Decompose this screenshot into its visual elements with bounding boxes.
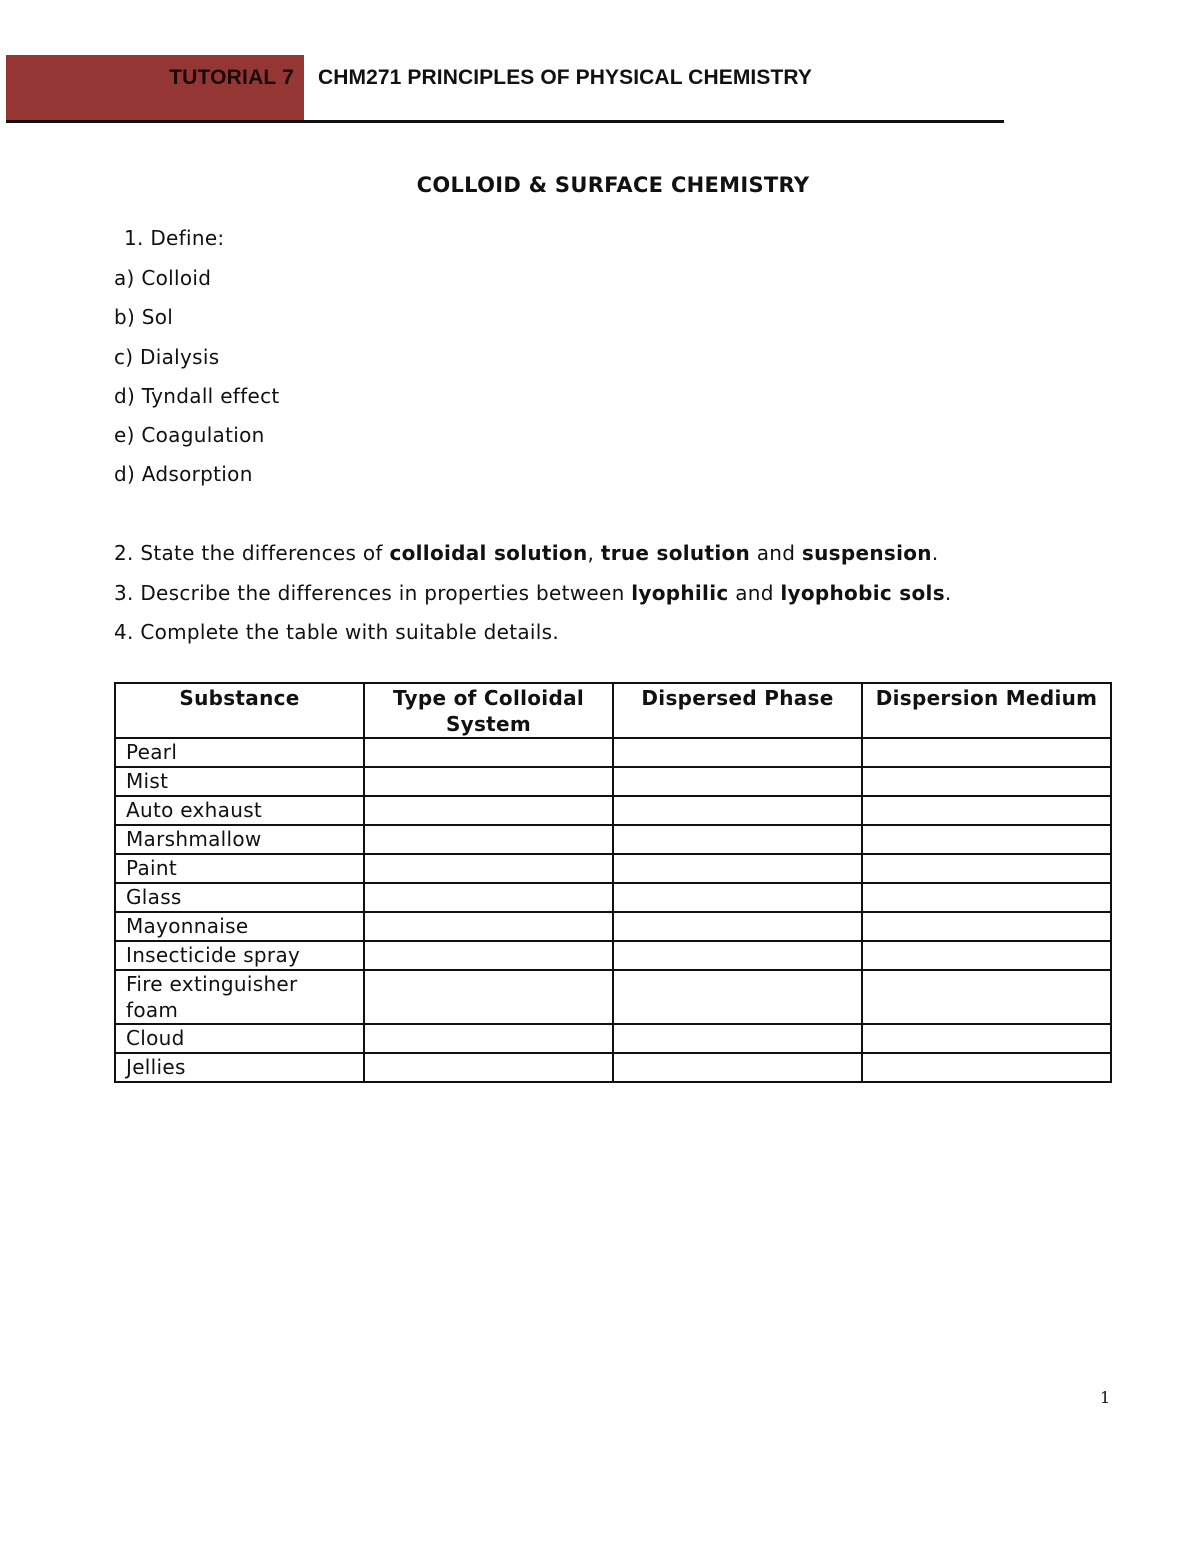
table-row xyxy=(115,796,1111,825)
type-answer-cell[interactable] xyxy=(364,883,613,912)
substance-cell: Glass xyxy=(115,883,364,912)
substance-cell: Auto exhaust xyxy=(115,796,364,825)
type-answer-cell[interactable] xyxy=(364,1024,613,1053)
dispersion-medium-answer-cell[interactable] xyxy=(862,941,1111,970)
question-3: 3. Describe the differences in properties between lyophilic and lyophobic sols. xyxy=(114,581,952,605)
type-answer-cell[interactable] xyxy=(364,854,613,883)
dispersion-medium-answer-cell[interactable] xyxy=(862,825,1111,854)
table-row xyxy=(115,883,1111,912)
dispersed-phase-answer-cell[interactable] xyxy=(613,941,862,970)
substance-cell: Jellies xyxy=(115,1053,364,1082)
dispersed-phase-answer-cell[interactable] xyxy=(613,854,862,883)
term-lyophobic-sols: lyophobic sols xyxy=(780,581,945,605)
header-substance: Substance xyxy=(115,683,364,738)
dispersion-medium-answer-cell[interactable] xyxy=(862,1024,1111,1053)
substance-cell: Paint xyxy=(115,854,364,883)
dispersed-phase-answer-cell[interactable] xyxy=(613,738,862,767)
substance-cell: Insecticide spray xyxy=(115,941,364,970)
dispersed-phase-answer-cell[interactable] xyxy=(613,1024,862,1053)
type-answer-cell[interactable] xyxy=(364,1053,613,1082)
dispersion-medium-answer-cell[interactable] xyxy=(862,1053,1111,1082)
dispersion-medium-answer-cell[interactable] xyxy=(862,912,1111,941)
course-title: CHM271 PRINCIPLES OF PHYSICAL CHEMISTRY xyxy=(318,66,812,89)
dispersion-medium-answer-cell[interactable] xyxy=(862,883,1111,912)
table-row xyxy=(115,941,1111,970)
define-item-colloid: a) Colloid xyxy=(114,266,212,290)
dispersed-phase-answer-cell[interactable] xyxy=(613,767,862,796)
header-dispersed-phase: Dispersed Phase xyxy=(613,683,862,738)
question-1-prompt: 1. Define: xyxy=(124,226,225,250)
table-row xyxy=(115,1024,1111,1053)
table-row xyxy=(115,767,1111,796)
header-divider xyxy=(6,120,1004,123)
document-title: COLLOID & SURFACE CHEMISTRY xyxy=(416,173,810,197)
type-answer-cell[interactable] xyxy=(364,912,613,941)
type-answer-cell[interactable] xyxy=(364,767,613,796)
dispersed-phase-answer-cell[interactable] xyxy=(613,883,862,912)
define-item-dialysis: c) Dialysis xyxy=(114,345,220,369)
substance-cell: Mayonnaise xyxy=(115,912,364,941)
dispersed-phase-answer-cell[interactable] xyxy=(613,1053,862,1082)
define-item-tyndall: d) Tyndall effect xyxy=(114,384,280,408)
header-dispersion-medium: Dispersion Medium xyxy=(862,683,1111,738)
term-true-solution: true solution xyxy=(600,541,751,565)
type-answer-cell[interactable] xyxy=(364,738,613,767)
define-item-sol: b) Sol xyxy=(114,305,174,329)
substance-cell: Cloud xyxy=(115,1024,364,1053)
dispersed-phase-answer-cell[interactable] xyxy=(613,825,862,854)
page-number: 1 xyxy=(1100,1388,1111,1407)
table-row xyxy=(115,912,1111,941)
type-answer-cell[interactable] xyxy=(364,941,613,970)
header-band xyxy=(6,55,304,123)
dispersion-medium-answer-cell[interactable] xyxy=(862,796,1111,825)
substance-cell: Marshmallow xyxy=(115,825,364,854)
substance-cell: Mist xyxy=(115,767,364,796)
type-answer-cell[interactable] xyxy=(364,825,613,854)
dispersion-medium-answer-cell[interactable] xyxy=(862,738,1111,767)
table-row xyxy=(115,854,1111,883)
colloid-table xyxy=(114,682,1112,1083)
tutorial-label: TUTORIAL 7 xyxy=(169,66,294,89)
table-header-row xyxy=(115,683,1111,738)
dispersed-phase-answer-cell[interactable] xyxy=(613,912,862,941)
table-row xyxy=(115,825,1111,854)
table-row xyxy=(115,970,1111,1024)
substance-cell: Fire extinguisher foam xyxy=(115,970,364,1024)
substance-cell: Pearl xyxy=(115,738,364,767)
header-type-of-colloidal-system: Type of Colloidal System xyxy=(364,683,613,738)
define-item-coagulation: e) Coagulation xyxy=(114,423,265,447)
dispersed-phase-answer-cell[interactable] xyxy=(613,796,862,825)
term-lyophilic: lyophilic xyxy=(631,581,729,605)
define-item-adsorption: d) Adsorption xyxy=(114,462,253,486)
term-colloidal-solution: colloidal solution xyxy=(389,541,588,565)
dispersion-medium-answer-cell[interactable] xyxy=(862,767,1111,796)
question-4: 4. Complete the table with suitable details. xyxy=(114,620,560,644)
dispersion-medium-answer-cell[interactable] xyxy=(862,970,1111,1024)
type-answer-cell[interactable] xyxy=(364,970,613,1024)
table-row xyxy=(115,738,1111,767)
type-answer-cell[interactable] xyxy=(364,796,613,825)
question-2: 2. State the differences of colloidal solution, true solution and suspension. xyxy=(114,541,939,565)
table-row xyxy=(115,1053,1111,1082)
dispersion-medium-answer-cell[interactable] xyxy=(862,854,1111,883)
term-suspension: suspension xyxy=(801,541,932,565)
dispersed-phase-answer-cell[interactable] xyxy=(613,970,862,1024)
